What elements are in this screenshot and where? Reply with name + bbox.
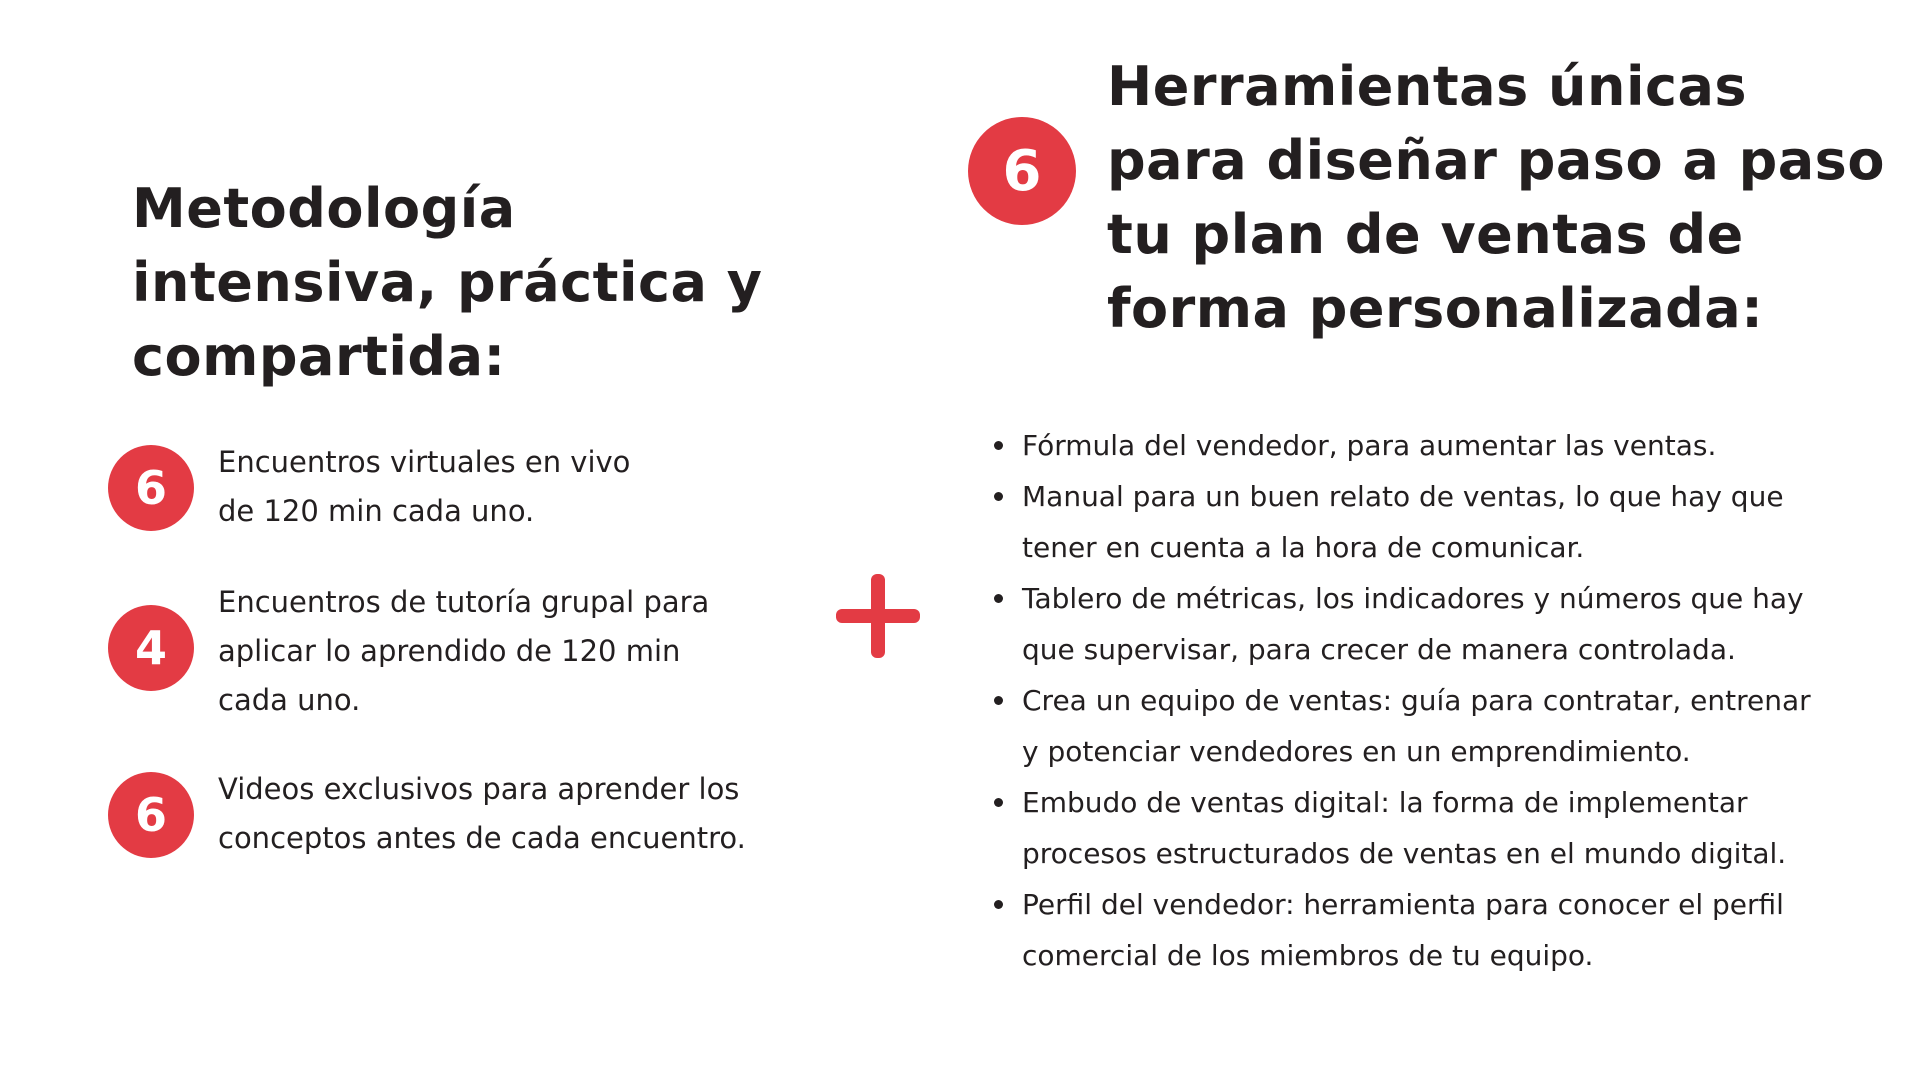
methodology-item-line: cada uno. — [218, 683, 361, 717]
methodology-item-line: conceptos antes de cada encuentro. — [218, 821, 746, 855]
list-item — [990, 573, 1870, 675]
list-item-line: y potenciar vendedores en un emprendimiento. — [1022, 735, 1691, 768]
list-item — [990, 675, 1870, 777]
tools-list — [990, 420, 1870, 981]
methodology-item-line: de 120 min cada uno. — [218, 494, 535, 528]
number-badge: 4 — [108, 605, 194, 691]
tools-title — [1107, 50, 1907, 346]
methodology-item-line: aplicar lo aprendido de 120 min — [218, 634, 681, 668]
list-item — [990, 879, 1870, 981]
number-badge: 6 — [108, 445, 194, 531]
tools-title-line: Herramientas únicas — [1107, 55, 1748, 118]
bullet-icon — [994, 696, 1003, 705]
list-item-line: tener en cuenta a la hora de comunicar. — [1022, 531, 1585, 564]
methodology-title-line: intensiva, práctica y — [132, 251, 763, 314]
methodology-item — [218, 578, 798, 725]
bullet-icon — [994, 798, 1003, 807]
list-item — [990, 420, 1870, 471]
methodology-item-line: Encuentros de tutoría grupal para — [218, 585, 710, 619]
bullet-icon — [994, 441, 1003, 450]
tools-number-badge: 6 — [968, 117, 1076, 225]
list-item — [990, 471, 1870, 573]
plus-icon-vertical-bar — [871, 574, 885, 658]
list-item-line: que supervisar, para crecer de manera controlada. — [1022, 633, 1736, 666]
tools-title-line: tu plan de ventas de — [1107, 203, 1744, 266]
bullet-icon — [994, 900, 1003, 909]
methodology-item-line: Encuentros virtuales en vivo — [218, 445, 631, 479]
list-item-line: comercial de los miembros de tu equipo. — [1022, 939, 1594, 972]
list-item-line: Manual para un buen relato de ventas, lo que hay que — [1022, 480, 1784, 513]
tools-title-line: forma personalizada: — [1107, 277, 1764, 340]
list-item — [990, 777, 1870, 879]
methodology-title-line: Metodología — [132, 177, 516, 240]
methodology-item-line: Videos exclusivos para aprender los — [218, 772, 740, 806]
list-item-line: Embudo de ventas digital: la forma de implementar — [1022, 786, 1748, 819]
list-item-line: Fórmula del vendedor, para aumentar las ventas. — [1022, 429, 1717, 462]
bullet-icon — [994, 492, 1003, 501]
list-item-line: Perfil del vendedor: herramienta para conocer el perfil — [1022, 888, 1784, 921]
methodology-title-line: compartida: — [132, 325, 506, 388]
methodology-item — [218, 438, 798, 536]
number-badge: 6 — [108, 772, 194, 858]
list-item-line: Tablero de métricas, los indicadores y números que hay — [1022, 582, 1804, 615]
bullet-icon — [994, 594, 1003, 603]
methodology-title — [132, 172, 772, 394]
list-item-line: procesos estructurados de ventas en el mundo digital. — [1022, 837, 1787, 870]
list-item-line: Crea un equipo de ventas: guía para contratar, entrenar — [1022, 684, 1811, 717]
plus-icon — [836, 574, 920, 658]
methodology-item — [218, 765, 798, 863]
tools-title-line: para diseñar paso a paso — [1107, 129, 1885, 192]
